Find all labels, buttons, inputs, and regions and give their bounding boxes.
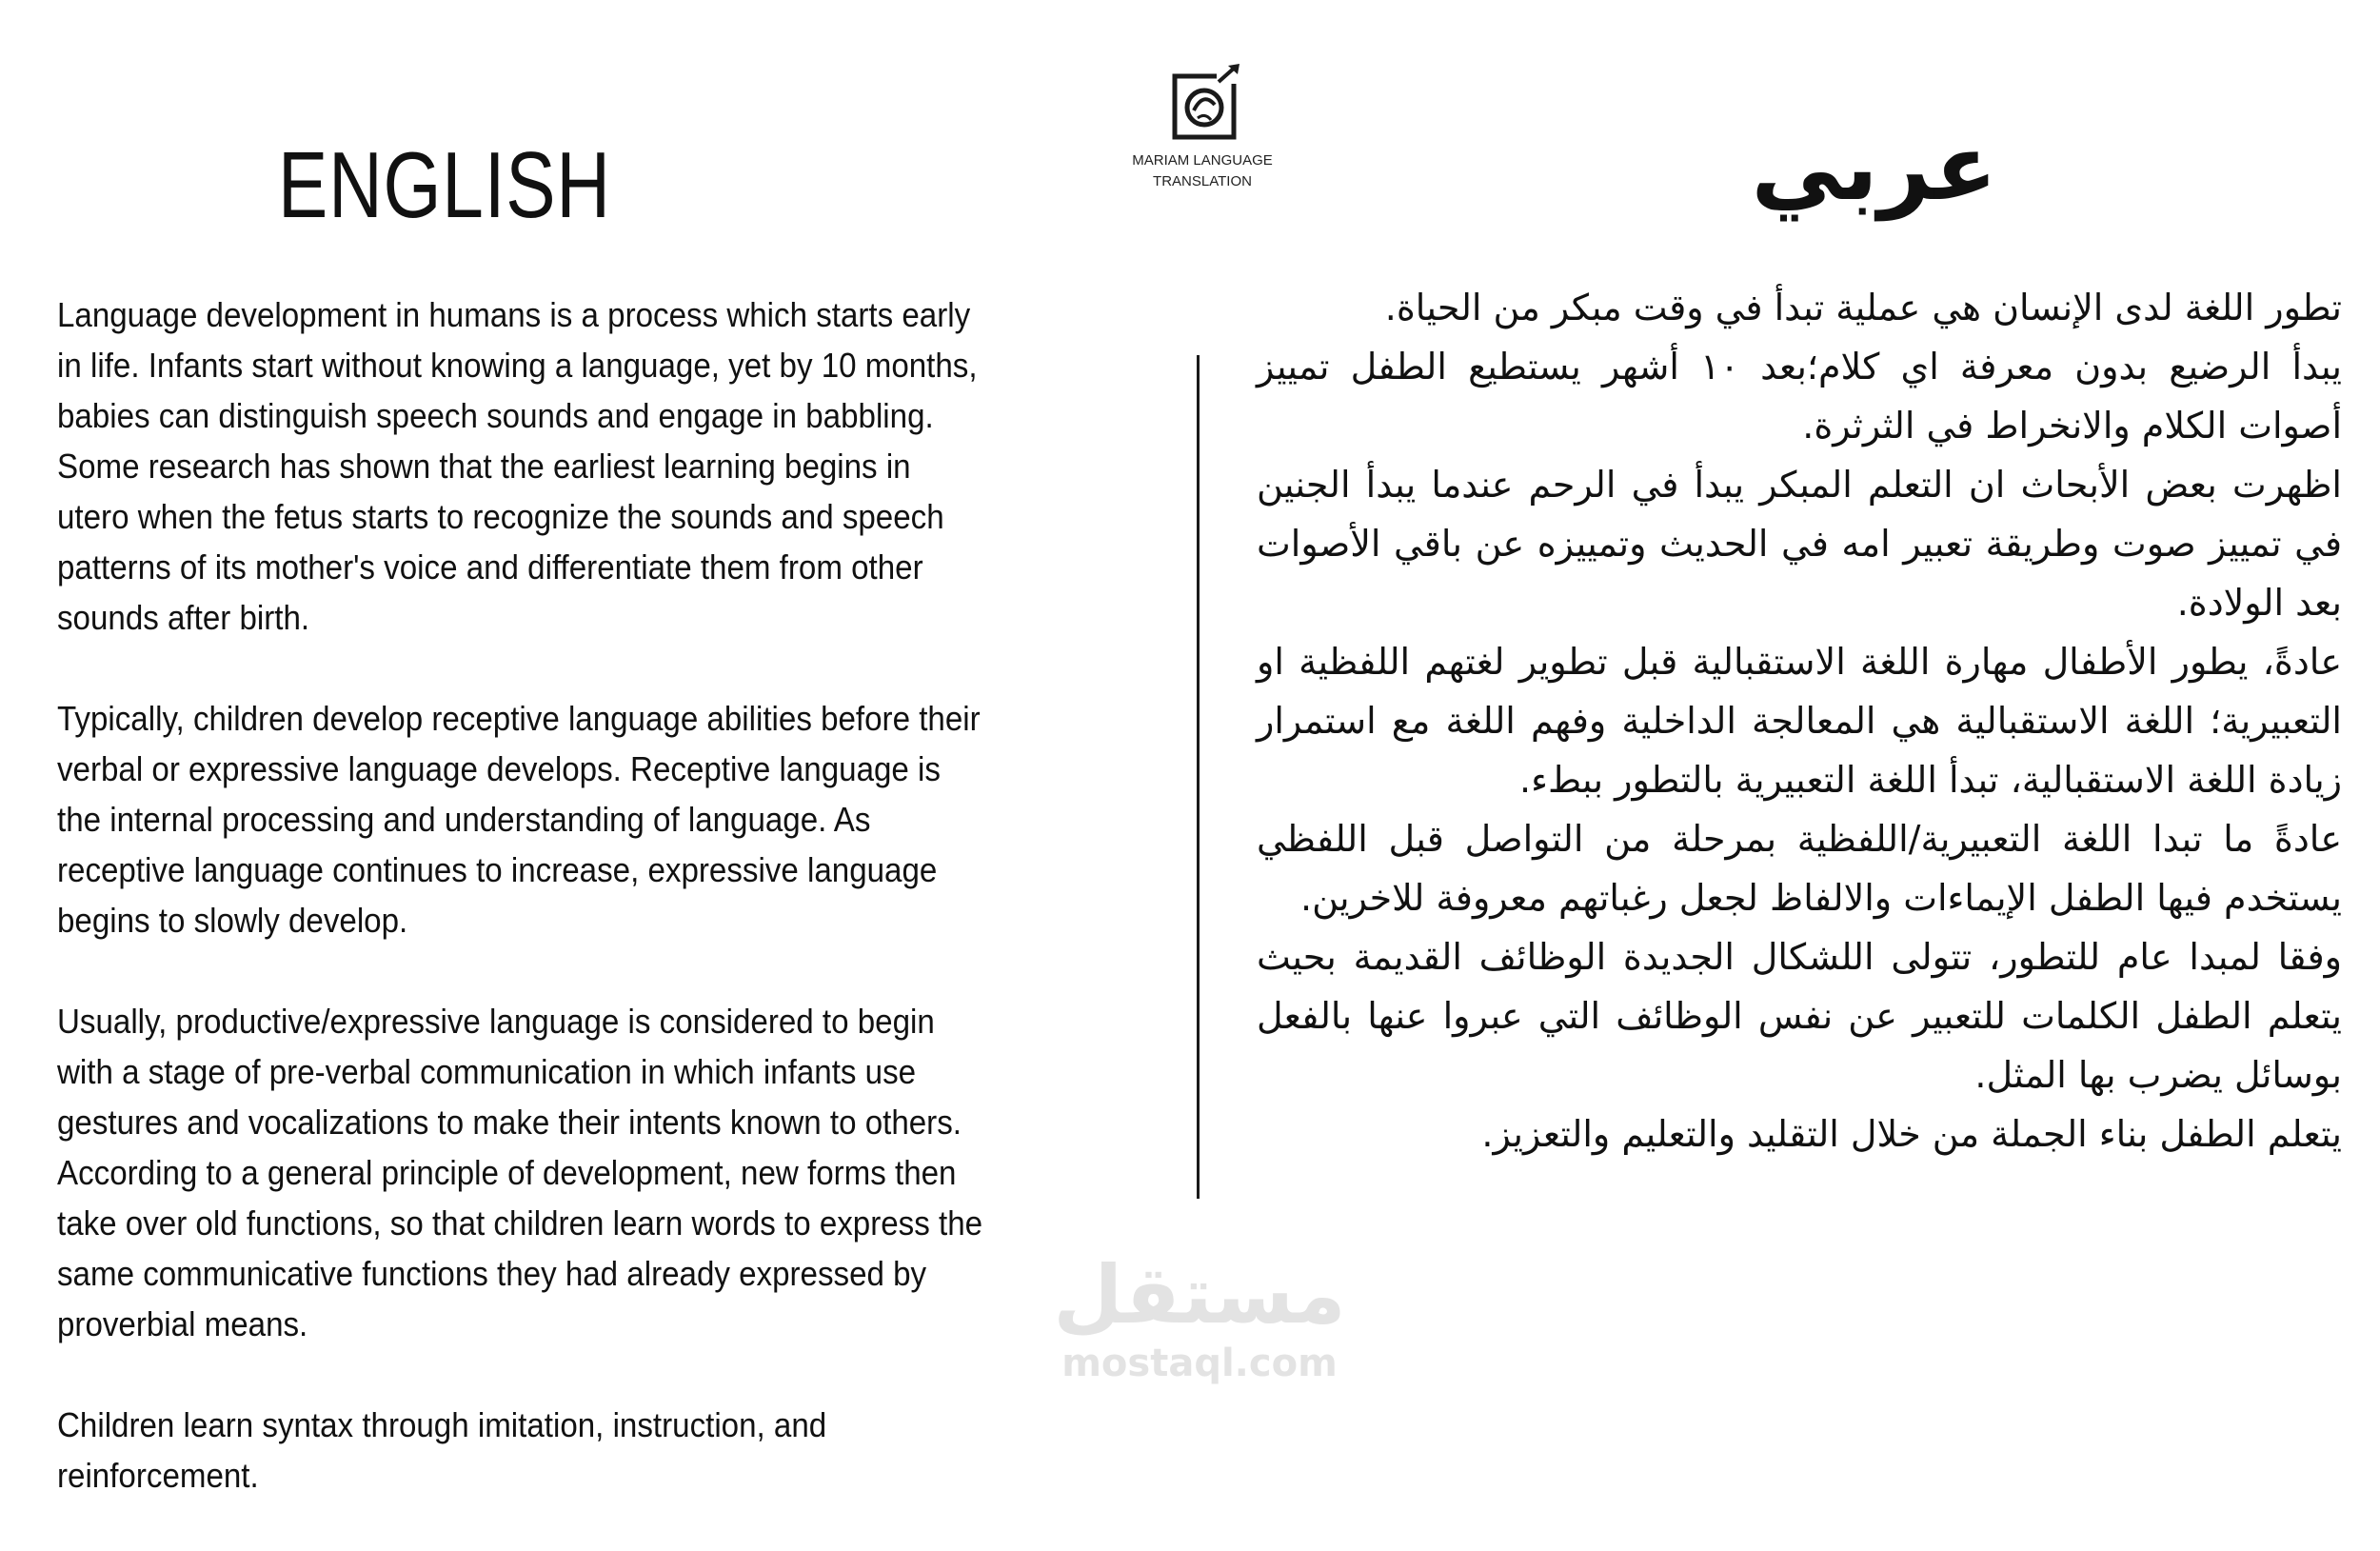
column-divider bbox=[1197, 355, 1200, 1199]
logo-text-line2: TRANSLATION bbox=[1153, 173, 1252, 189]
watermark-latin: mostaql.com bbox=[1061, 1342, 1338, 1385]
arabic-paragraph-3: اظهرت بعض الأبحاث ان التعلم المبكر يبدأ في الرحم عندما يبدأ الجنين في تمييز صوت وطريقة تعبير امه في الحديث وتمييزه عن باقي الأصوات بعد الولادة. bbox=[1257, 464, 2342, 624]
logo-text-line1: MARIAM LANGUAGE bbox=[1132, 152, 1273, 169]
translation-logo-icon bbox=[1160, 63, 1245, 145]
arabic-column bbox=[1257, 278, 2342, 1163]
arabic-heading: عربي bbox=[1751, 114, 1997, 221]
arabic-paragraph-7: يتعلم الطفل بناء الجملة من خلال التقليد والتعليم والتعزيز. bbox=[1481, 1113, 2342, 1155]
mostaql-watermark bbox=[1042, 1247, 1357, 1384]
arabic-paragraph-4: عادةً، يطور الأطفال مهارة اللغة الاستقبالية قبل تطوير لغتهم اللفظية او التعبيرية؛ اللغة الاستقبالية هي المعالجة الداخلية وفهم اللغة مع استمرار زيادة اللغة الاستقبالية، تبدأ اللغة التعبيرية بالتطور ببطء. bbox=[1257, 641, 2342, 801]
arabic-paragraph-1: تطور اللغة لدى الإنسان هي عملية تبدأ في وقت مبكر من الحياة. bbox=[1384, 287, 2342, 328]
arabic-paragraph-6: وفقا لمبدا عام للتطور، تتولى اللشكال الجديدة الوظائف القديمة بحيث يتعلم الطفل الكلمات للتعبير عن نفس الوظائف التي عبروا عنها بالفعل بوسائل يضرب بها المثل. bbox=[1257, 936, 2342, 1096]
english-paragraph-2: Typically, children develop receptive language abilities before their verbal or expressive language develops. Receptive language is the internal processing and understanding of language. As receptive language continues to increase, expressive language begins to slowly develop. bbox=[57, 699, 981, 940]
arabic-paragraph-5: عادةً ما تبدا اللغة التعبيرية/اللفظية بمرحلة من التواصل قبل اللفظي يستخدم فيها الطفل الإيماءات والالفاظ لجعل رغباتهم معروفة للاخرين. bbox=[1257, 818, 2342, 919]
english-paragraph-4: Children learn syntax through imitation, instruction, and reinforcement. bbox=[57, 1405, 827, 1495]
english-paragraph-1: Language development in humans is a process which starts early in life. Infants start without knowing a language, yet by 10 months, babies can distinguish speech sounds and engage in babbling. Some research has shown that the earliest learning begins in utero when the fetus starts to recognize the sounds and speech patterns of its mother's voice and differentiate them from other sounds after birth. bbox=[57, 295, 978, 637]
brand-logo bbox=[1102, 63, 1302, 196]
arabic-paragraph-2: يبدأ الرضيع بدون معرفة اي كلام؛بعد ١٠ أشهر يستطيع الطفل تمييز أصوات الكلام والانخراط في الثرثرة. bbox=[1257, 346, 2342, 447]
english-column bbox=[57, 289, 985, 1551]
watermark-arabic: مستقل bbox=[1053, 1248, 1346, 1342]
english-heading: ENGLISH bbox=[278, 132, 611, 237]
english-paragraph-3: Usually, productive/expressive language is considered to begin with a stage of pre-verbal communication in which infants use gestures and vocalizations to make their intents known to others. According to a general principle of development, new forms then take over old functions, so that children learn words to express the same communicative functions they had already expressed by proverbial means. bbox=[57, 1002, 983, 1343]
